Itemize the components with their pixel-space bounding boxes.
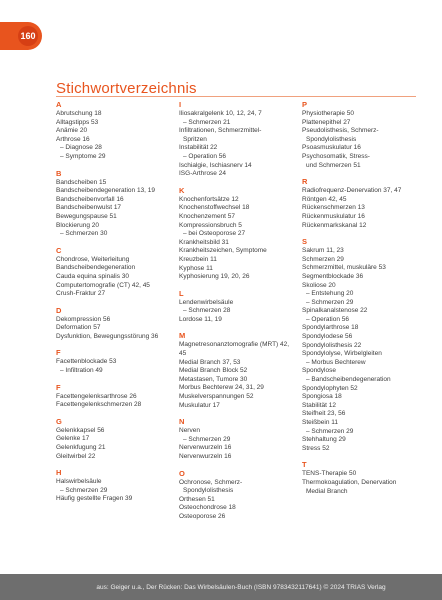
- index-entry: Sakrum 11, 23: [302, 247, 344, 255]
- index-subentry: – Schmerzen 29: [60, 486, 108, 494]
- index-entry: Schmerzen 29: [302, 255, 344, 263]
- index-entry: Bandscheibendegeneration 13, 19: [56, 187, 156, 195]
- index-entry: Stehhaltung 29: [302, 436, 346, 444]
- index-entry: Medial Branch 37, 53: [179, 358, 241, 366]
- index-entry: Ischialgie, Ischiasnerv 14: [179, 161, 252, 169]
- index-entry: Medial Branch Block 52: [179, 367, 248, 375]
- page-footer: aus: Geiger u.a., Der Rücken: Das Wirbelsäulen-Buch (ISBN 9783432117641) © 2024 TRIAS Verlag: [0, 574, 442, 600]
- index-entry: Spondylarthrose 18: [302, 324, 359, 332]
- index-subentry: und Schmerzen 51: [306, 161, 361, 169]
- index-entry: Nerven: [179, 427, 200, 435]
- index-entry: Spongiosa 18: [302, 393, 342, 401]
- index-entry: Plattenepithel 27: [302, 118, 351, 126]
- index-letter: R: [302, 177, 308, 187]
- index-column: [302, 100, 415, 529]
- index-entry: Infiltrationen, Schmerzmittel-: [179, 127, 262, 135]
- index-entry: Blockierung 20: [56, 221, 99, 229]
- index-subentry: – Symptome 29: [60, 152, 106, 160]
- index-entry: Schmerzmittel, muskuläre 53: [302, 264, 386, 272]
- index-section: [179, 469, 292, 522]
- index-section: [56, 383, 169, 410]
- index-subentry: Spondylolisthesis: [183, 487, 234, 495]
- index-letter: I: [179, 100, 182, 109]
- index-entry: Anämie 20: [56, 127, 88, 135]
- index-section: [56, 246, 169, 299]
- index-subentry: – Schmerzen 29: [183, 435, 231, 443]
- index-subentry: – Schmerzen 21: [183, 118, 231, 126]
- index-letter: F: [56, 382, 61, 392]
- index-entry: Spondylose: [302, 367, 336, 375]
- index-entry: Abrutschung 18: [56, 110, 102, 117]
- index-entry: Steißbein 11: [302, 419, 339, 426]
- index-letter: B: [56, 168, 62, 178]
- index-section: [179, 186, 292, 282]
- index-entry: Radiofrequenz-Denervation 37, 47: [302, 187, 402, 195]
- index-entry: Lordose 11, 19: [179, 315, 222, 323]
- index-letter: C: [56, 245, 62, 255]
- index-entry: Kyphosierung 19, 20, 26: [179, 273, 250, 281]
- index-entry: Bewegungspause 51: [56, 212, 117, 220]
- index-letter: H: [56, 468, 62, 478]
- index-section: [302, 100, 415, 170]
- index-entry: Osteochondrose 18: [179, 504, 236, 512]
- index-entry: Arthrose 16: [56, 135, 90, 143]
- index-subentry: – Operation 56: [306, 315, 350, 323]
- index-entry: Skoliose 20: [302, 281, 336, 289]
- index-letter: A: [56, 100, 62, 109]
- index-entry: Physiotherapie 50: [302, 110, 355, 117]
- index-entry: Röntgen 42, 45: [302, 195, 347, 203]
- index-entry: Muskulatur 17: [179, 401, 220, 409]
- index-entry: Nervenwurzeln 16: [179, 444, 232, 452]
- index-entry: Cauda equina spinalis 30: [56, 272, 129, 280]
- index-entry: Segmentblockade 36: [302, 272, 364, 280]
- index-column: [56, 100, 169, 529]
- index-entry: Rückenmuskulatur 16: [302, 212, 365, 220]
- index-subentry: – Diagnose 28: [60, 144, 102, 152]
- index-entry: Spondylodese 56: [302, 333, 353, 341]
- index-section: [179, 289, 292, 325]
- index-entry: Facettengelenksarthrose 26: [56, 392, 137, 400]
- index-entry: Iliosakralgelenk 10, 12, 24, 7: [179, 110, 262, 117]
- index-entry: Bandscheibendegeneration: [56, 264, 136, 272]
- index-entry: ISG-Arthrose 24: [179, 170, 226, 178]
- index-section: [56, 348, 169, 375]
- index-entry: Krankheitszeichen, Symptome: [179, 247, 267, 255]
- index-entry: Gelenkfugung 21: [56, 444, 106, 452]
- index-entry: Pseudolisthesis, Schmerz-: [302, 127, 379, 135]
- index-subentry: – Schmerzen 28: [183, 307, 231, 315]
- index-entry: Ochronose, Schmerz-: [179, 478, 243, 486]
- index-entry: Spinalkanalstenose 22: [302, 307, 368, 315]
- index-letter: N: [179, 417, 185, 427]
- index-entry: Thermokoagulation, Denervation: [302, 478, 397, 486]
- page-number-badge: [0, 22, 42, 50]
- page-number: 160: [18, 26, 38, 46]
- index-section: [56, 306, 169, 342]
- index-entry: Gelenke 17: [56, 435, 90, 443]
- index-letter: O: [179, 468, 185, 478]
- index-entry: Nervenwurzeln 16: [179, 453, 232, 460]
- index-entry: Magnetresonanztomografie (MRT) 42, 45: [179, 341, 290, 358]
- index-entry: Psychosomatik, Stress-: [302, 152, 370, 160]
- index-subentry: Medial Branch: [306, 487, 348, 495]
- index-entry: Osteoporose 26: [179, 512, 226, 520]
- index-section: [179, 417, 292, 461]
- index-entry: Facettengelenkschmerzen 28: [56, 401, 142, 409]
- index-entry: Computertomografie (CT) 42, 45: [56, 281, 150, 289]
- index-subentry: – Entstehung 20: [306, 290, 354, 298]
- index-section: [56, 100, 169, 162]
- index-entry: Spondylolyse, Wirbelgleiten: [302, 350, 382, 358]
- index-letter: F: [56, 348, 61, 358]
- index-entry: Spondylophyten 52: [302, 384, 358, 392]
- index-entry: Gelenkkapsel 56: [56, 426, 105, 434]
- index-entry: Stabilität 12: [302, 401, 336, 409]
- index-section: [302, 460, 415, 496]
- index-subentry: Spritzen: [183, 135, 207, 143]
- index-subentry: – Bandscheibendegeneration: [306, 376, 391, 384]
- index-letter: M: [179, 331, 186, 341]
- index-entry: Bandscheibenwulst 17: [56, 204, 122, 212]
- index-entry: Steifheit 23, 56: [302, 410, 346, 418]
- index-letter: P: [302, 100, 308, 109]
- index-section: [302, 177, 415, 230]
- index-entry: Kyphose 11: [179, 264, 213, 272]
- index-entry: Gleitwirbel 22: [56, 452, 96, 460]
- index-entry: Bandscheibenvorfall 16: [56, 195, 124, 203]
- index-entry: Kompressionsbruch 5: [179, 221, 242, 229]
- index-entry: Lendenwirbelsäule: [179, 298, 234, 306]
- index-letter: T: [302, 460, 307, 470]
- index-subentry: – bei Osteoporose 27: [183, 230, 246, 238]
- index-entry: Stress 52: [302, 444, 330, 452]
- index-entry: Psoasmuskulatur 16: [302, 144, 361, 152]
- index-entry: TENS-Therapie 50: [302, 470, 357, 478]
- index-letter: K: [179, 185, 185, 195]
- index-section: [179, 100, 292, 179]
- index-entry: Instabilität 22: [179, 144, 218, 152]
- index-entry: Crush-Fraktur 27: [56, 290, 106, 298]
- index-entry: Chondrose, Weiterleitung: [56, 255, 130, 263]
- index-entry: Rückenmarkskanal 12: [302, 221, 367, 229]
- index-subentry: – Schmerzen 30: [60, 230, 108, 238]
- index-subentry: – Operation 56: [183, 152, 227, 160]
- index-section: [56, 468, 169, 504]
- index-letter: L: [179, 288, 184, 298]
- index-entry: Knochenfortsätze 12: [179, 195, 239, 203]
- title-divider: [56, 96, 416, 97]
- index-entry: Kreuzbein 11: [179, 255, 217, 263]
- index-entry: Halswirbelsäule: [56, 478, 102, 486]
- index-columns: [56, 100, 416, 529]
- index-entry: Facettenblockade 53: [56, 358, 117, 366]
- index-entry: Dekompression 56: [56, 315, 111, 323]
- index-entry: Alltagstipps 53: [56, 118, 99, 126]
- index-entry: Spondylolisthesis 22: [302, 341, 362, 349]
- index-letter: S: [302, 237, 308, 247]
- index-letter: D: [56, 305, 62, 315]
- index-entry: Knochenzement 57: [179, 212, 236, 220]
- index-entry: Rückenschmerzen 13: [302, 204, 365, 212]
- index-subentry: – Schmerzen 29: [306, 298, 354, 306]
- index-subentry: – Morbus Bechterew: [306, 358, 366, 366]
- index-entry: Deformation 57: [56, 324, 101, 332]
- index-entry: Dysfunktion, Bewegungsstörung 36: [56, 332, 159, 340]
- index-subentry: Spondylolisthesis: [306, 135, 357, 143]
- index-section: [179, 331, 292, 410]
- index-entry: Orthesen 51: [179, 495, 215, 503]
- index-entry: Knochenstoffwechsel 18: [179, 204, 250, 212]
- index-entry: Häufig gestellte Fragen 39: [56, 495, 133, 503]
- index-section: [56, 417, 169, 461]
- index-section: [56, 169, 169, 239]
- page-title: Stichwortverzeichnis: [56, 80, 197, 97]
- index-section: [302, 237, 415, 453]
- index-entry: Bandscheiben 15: [56, 178, 107, 186]
- index-entry: Metastasen, Tumore 30: [179, 375, 248, 383]
- index-column: [179, 100, 292, 529]
- index-subentry: – Infiltration 49: [60, 367, 103, 375]
- index-entry: Krankheitsbild 31: [179, 238, 229, 246]
- index-subentry: – Schmerzen 29: [306, 427, 354, 435]
- index-letter: G: [56, 416, 62, 426]
- index-entry: Muskelverspannungen 52: [179, 393, 254, 401]
- index-entry: Morbus Bechterew 24, 31, 29: [179, 384, 264, 392]
